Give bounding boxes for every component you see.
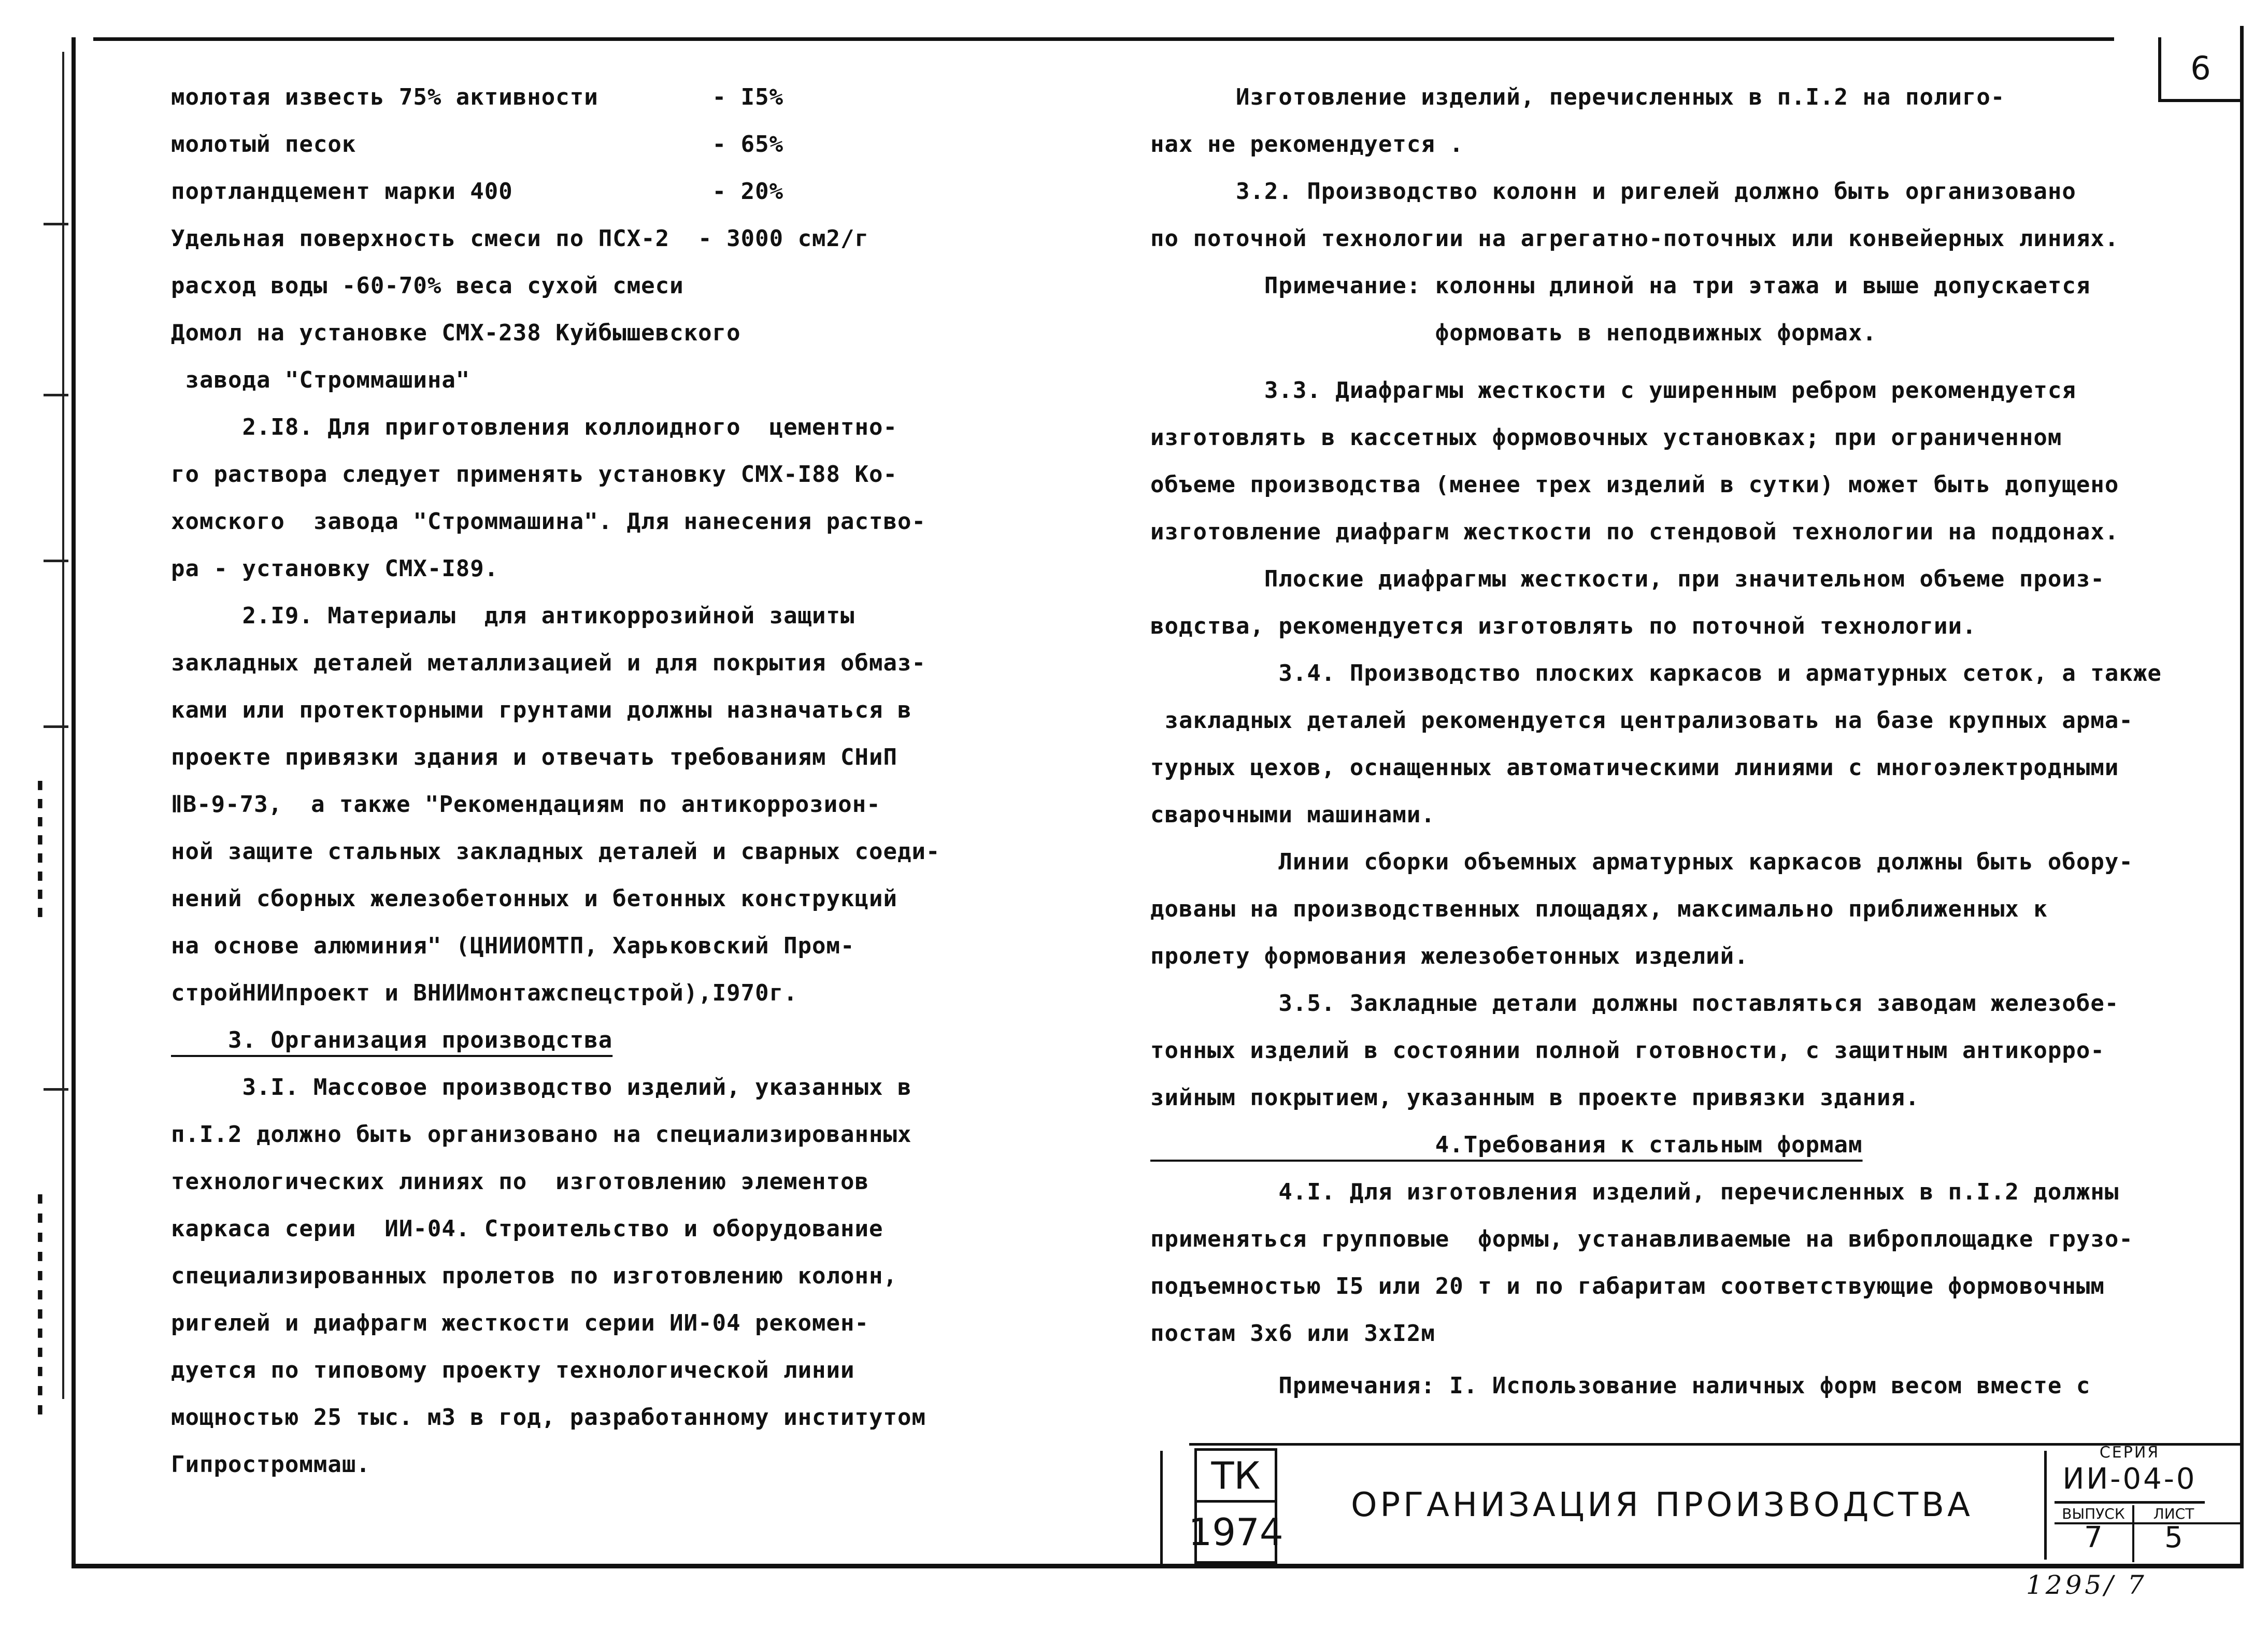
margin-signature-stamp: ▮▮▮▮▮▮▮▮: [31, 777, 49, 922]
title-block-code: ТК: [1194, 1448, 1277, 1503]
text-line: 3.4. Производство плоских каркасов и арматурных сеток, а также: [1150, 660, 2162, 687]
text-line: п.I.2 должно быть организовано на специализированных: [171, 1121, 912, 1148]
series-label: СЕРИЯ: [2099, 1444, 2160, 1462]
text-line: водства, рекомендуется изготовлять по поточной технологии.: [1150, 613, 1977, 639]
text-line: объеме производства (менее трех изделий в сутки) может быть допущено: [1150, 472, 2119, 498]
margin-approval-stamp: ▮▮▮▮▮▮▮▮▮▮▮▮: [31, 1190, 49, 1420]
text-line: Примечания: I. Использование наличных форм весом вместе с: [1150, 1373, 2091, 1399]
text-line: 3.I. Массовое производство изделий, указанных в: [171, 1074, 912, 1101]
text-line: сварочными машинами.: [1150, 802, 1435, 828]
text-line: расход воды -60-70% веса сухой смеси: [171, 273, 684, 299]
left-text-column: [171, 74, 1156, 1478]
text-line: ной защите стальных закладных деталей и сварных соеди-: [171, 838, 940, 865]
text-line: Плоские диафрагмы жесткости, при значительном объеме произ-: [1150, 566, 2105, 592]
issue-label: ВЫПУСК: [2055, 1505, 2134, 1522]
text-line: проекте привязки здания и отвечать требованиям СНиП: [171, 744, 898, 770]
text-line: нений сборных железобетонных и бетонных конструкций: [171, 886, 898, 912]
text-line: нах не рекомендуется .: [1150, 131, 1464, 158]
text-line: зийным покрытием, указанным в проекте привязки здания.: [1150, 1084, 1920, 1111]
section-heading: 3. Организация производства: [171, 1027, 613, 1053]
text-line: ⅡВ-9-73, а также "Рекомендациям по антикоррозион-: [171, 791, 881, 818]
margin-tick: [44, 725, 68, 728]
page-number: 6: [2158, 37, 2240, 102]
text-line: изготовлять в кассетных формовочных установках; при ограниченном: [1150, 424, 2062, 451]
text-line: 4.I. Для изготовления изделий, перечисленных в п.I.2 должны: [1150, 1179, 2119, 1205]
text-line: Примечание: колонны длиной на три этажа и выше допускается: [1150, 273, 2091, 299]
handwritten-note: 1295/ 7: [2026, 1570, 2147, 1600]
text-line: пролету формования железобетонных изделий.: [1150, 943, 1749, 969]
text-line: по поточной технологии на агрегатно-поточных или конвейерных линиях.: [1150, 225, 2119, 252]
margin-tick: [44, 1088, 68, 1091]
text-line: стройНИИпроект и ВНИИмонтажспецстрой),I970г.: [171, 980, 798, 1006]
frame-left-line: [72, 37, 76, 1568]
text-line: Изготовление изделий, перечисленных в п.I.2 на полиго-: [1150, 84, 2005, 110]
text-line: на основе алюминия" (ЦНИИОМТП, Харьковский Пром-: [171, 933, 855, 959]
text-line: го раствора следует применять установку СМХ-I88 Ко-: [171, 461, 898, 488]
frame-right-line: [2240, 26, 2244, 1568]
title-block-year: 1974: [1194, 1503, 1277, 1564]
text-line: Линии сборки объемных арматурных каркасов должны быть обору-: [1150, 849, 2133, 875]
title-block-title: ОРГАНИЗАЦИЯ ПРОИЗВОДСТВА: [1280, 1451, 2047, 1560]
text-line: 3.3. Диафрагмы жесткости с уширенным ребром рекомендуется: [1150, 377, 2076, 404]
text-line: хомского завода "Строммашина". Для нанесения раство-: [171, 508, 926, 535]
text-line: дованы на производственных площадях, максимально приближенных к: [1150, 896, 2048, 922]
margin-tick: [44, 560, 68, 562]
text-line: технологических линиях по изготовлению элементов: [171, 1168, 869, 1195]
text-line: тонных изделий в состоянии полной готовности, с защитным антикорро-: [1150, 1037, 2105, 1064]
text-line: 3.2. Производство колонн и ригелей должно быть организовано: [1150, 178, 2076, 205]
text-line: формовать в неподвижных формах.: [1150, 320, 1877, 346]
text-line: применяться групповые формы, устанавливаемые на виброплощадке грузо-: [1150, 1226, 2133, 1252]
text-line: каркаса серии ИИ-04. Строительство и оборудование: [171, 1216, 883, 1242]
text-line: молотый песок - 65%: [171, 131, 784, 158]
text-line: Гипростроммаш.: [171, 1451, 370, 1478]
text-line: Удельная поверхность смеси по ПСХ-2 - 3000 см2/г: [171, 225, 869, 252]
text-line: ра - установку СМХ-I89.: [171, 555, 499, 582]
text-line: 2.I8. Для приготовления коллоидного цементно-: [171, 414, 898, 440]
issue-value: 7: [2055, 1521, 2134, 1562]
section-heading: 4.Требования к стальным формам: [1150, 1132, 1863, 1158]
text-line: 2.I9. Материалы для антикоррозийной защиты: [171, 603, 855, 629]
text-line: мощностью 25 тыс. м3 в год, разработанному институтом: [171, 1404, 926, 1431]
text-line: турных цехов, оснащенных автоматическими линиями с многоэлектродными: [1150, 754, 2119, 781]
margin-tick: [44, 394, 68, 396]
text-line: молотая известь 75% активности - I5%: [171, 84, 784, 110]
text-line: Домол на установке СМХ-238 Куйбышевского: [171, 320, 741, 346]
text-line: закладных деталей рекомендуется централизовать на базе крупных арма-: [1150, 707, 2133, 734]
text-line: портландцемент марки 400 - 20%: [171, 178, 784, 205]
frame-top-line: [93, 37, 2114, 41]
text-line: дуется по типовому проекту технологической линии: [171, 1357, 855, 1383]
series-value: ИИ-04-0: [2055, 1462, 2205, 1504]
text-line: 3.5. Закладные детали должны поставляться заводам железобе-: [1150, 990, 2119, 1017]
frame-bottom-line: [72, 1564, 2244, 1568]
margin-tick: [44, 223, 68, 225]
sheet-label: ЛИСТ: [2153, 1505, 2194, 1522]
text-line: ригелей и диафрагм жесткости серии ИИ-04 рекомен-: [171, 1310, 869, 1336]
text-line: закладных деталей металлизацией и для покрытия обмаз-: [171, 650, 926, 676]
text-line: изготовление диафрагм жесткости по стендовой технологии на поддонах.: [1150, 519, 2119, 545]
right-text-column: [1150, 74, 2218, 1473]
text-line: ками или протекторными грунтами должны назначаться в: [171, 697, 912, 723]
text-line: подъемностью I5 или 20 т и по габаритам соответствующие формовочным: [1150, 1273, 2105, 1299]
text-line: постам 3х6 или 3хI2м: [1150, 1320, 1435, 1347]
text-line: завода "Строммашина": [171, 367, 470, 393]
text-line: специализированных пролетов по изготовлению колонн,: [171, 1263, 898, 1289]
sheet-value: 5: [2164, 1521, 2183, 1554]
